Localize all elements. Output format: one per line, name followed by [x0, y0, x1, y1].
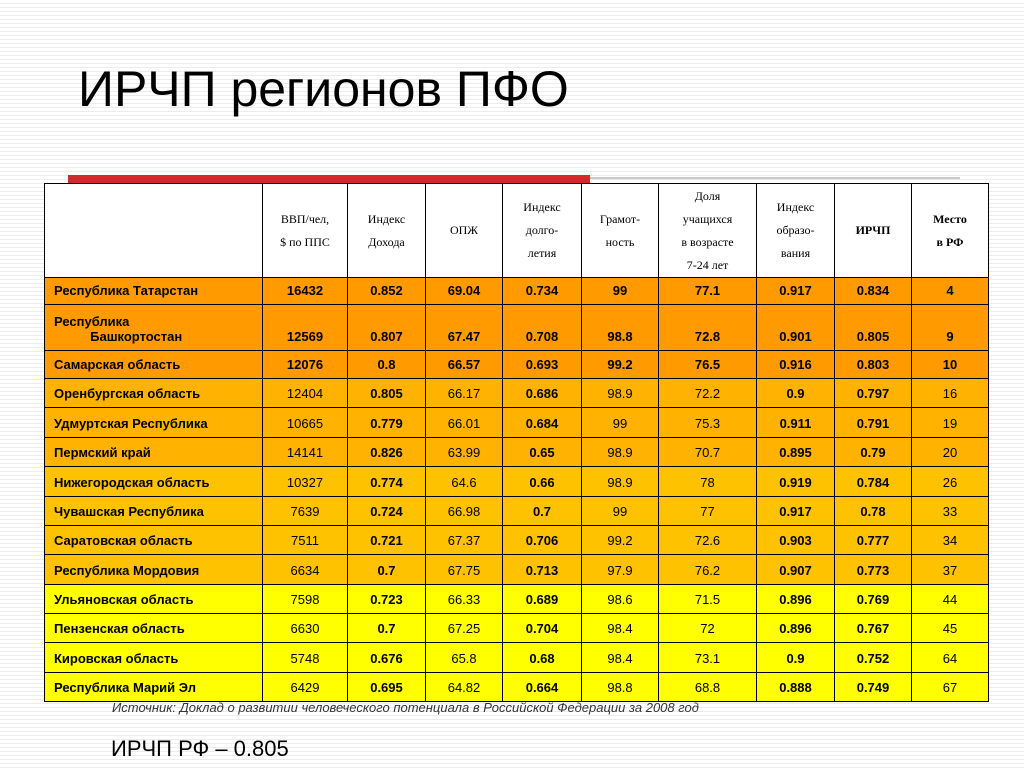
cell-education-index: 0.911: [757, 408, 835, 438]
cell-literacy: 99: [582, 497, 659, 526]
table-row: [45, 555, 989, 585]
cell-longevity-index: 0.664: [503, 673, 582, 702]
cell-hdi: 0.752: [835, 643, 912, 673]
header-income-index: [348, 184, 426, 278]
header-region: [45, 184, 263, 278]
header-line: в РФ: [936, 234, 964, 249]
cell-literacy: 99: [582, 278, 659, 305]
region-name: Пензенская область: [45, 614, 263, 643]
cell-education-index: 0.901: [757, 305, 835, 351]
cell-life-expectancy: 66.98: [426, 497, 503, 526]
cell-education-index: 0.895: [757, 438, 835, 467]
cell-gdp: 7639: [263, 497, 348, 526]
cell-education-index: 0.903: [757, 526, 835, 555]
cell-literacy: 98.8: [582, 305, 659, 351]
cell-literacy: 99: [582, 408, 659, 438]
title-underline-line: [590, 177, 960, 179]
header-line: долго-: [525, 223, 559, 237]
cell-longevity-index: 0.7: [503, 497, 582, 526]
cell-income-index: 0.8: [348, 351, 426, 379]
header-line: Место: [933, 211, 967, 226]
region-name: Удмуртская Республика: [45, 408, 263, 438]
table-row: [45, 643, 989, 673]
table-row: [45, 408, 989, 438]
cell-students-share: 77.1: [659, 278, 757, 305]
cell-education-index: 0.917: [757, 278, 835, 305]
cell-life-expectancy: 67.37: [426, 526, 503, 555]
cell-literacy: 98.9: [582, 467, 659, 497]
cell-income-index: 0.779: [348, 408, 426, 438]
cell-students-share: 77: [659, 497, 757, 526]
region-name: Республика Марий Эл: [45, 673, 263, 702]
cell-income-index: 0.826: [348, 438, 426, 467]
cell-literacy: 98.9: [582, 438, 659, 467]
cell-education-index: 0.916: [757, 351, 835, 379]
cell-hdi: 0.78: [835, 497, 912, 526]
cell-gdp: 14141: [263, 438, 348, 467]
table-row: [45, 614, 989, 643]
cell-longevity-index: 0.686: [503, 379, 582, 408]
cell-longevity-index: 0.684: [503, 408, 582, 438]
cell-education-index: 0.917: [757, 497, 835, 526]
cell-hdi: 0.79: [835, 438, 912, 467]
cell-education-index: 0.907: [757, 555, 835, 585]
header-rank: [912, 184, 989, 278]
header-line: образо-: [776, 223, 815, 237]
cell-literacy: 98.4: [582, 614, 659, 643]
cell-students-share: 76.5: [659, 351, 757, 379]
header-line: в возрасте: [681, 234, 734, 249]
cell-life-expectancy: 66.17: [426, 379, 503, 408]
header-line: Дохода: [368, 234, 405, 249]
cell-life-expectancy: 64.82: [426, 673, 503, 702]
cell-income-index: 0.721: [348, 526, 426, 555]
cell-education-index: 0.888: [757, 673, 835, 702]
cell-education-index: 0.9: [757, 643, 835, 673]
header-line: Грамот-: [599, 211, 641, 226]
cell-rank: 10: [912, 351, 989, 379]
cell-gdp: 6630: [263, 614, 348, 643]
table-row: [45, 305, 989, 351]
table-row: [45, 585, 989, 614]
cell-students-share: 72.6: [659, 526, 757, 555]
cell-students-share: 75.3: [659, 408, 757, 438]
region-name: Пермский край: [45, 438, 263, 467]
cell-hdi: 0.769: [835, 585, 912, 614]
cell-life-expectancy: 67.25: [426, 614, 503, 643]
cell-literacy: 97.9: [582, 555, 659, 585]
cell-literacy: 98.8: [582, 673, 659, 702]
cell-hdi: 0.797: [835, 379, 912, 408]
cell-education-index: 0.9: [757, 379, 835, 408]
cell-rank: 64: [912, 643, 989, 673]
header-line: ВВП/чел,: [280, 211, 330, 226]
cell-gdp: 6429: [263, 673, 348, 702]
header-education-index: [757, 184, 835, 278]
header-life-expectancy: [426, 184, 503, 278]
cell-longevity-index: 0.704: [503, 614, 582, 643]
region-name: Чувашская Республика: [45, 497, 263, 526]
cell-rank: 45: [912, 614, 989, 643]
header-students-share: [659, 184, 757, 278]
cell-life-expectancy: 63.99: [426, 438, 503, 467]
cell-education-index: 0.896: [757, 585, 835, 614]
cell-students-share: 76.2: [659, 555, 757, 585]
cell-longevity-index: 0.65: [503, 438, 582, 467]
region-name: Ульяновская область: [45, 585, 263, 614]
table-row: [45, 467, 989, 497]
cell-students-share: 72: [659, 614, 757, 643]
cell-students-share: 68.8: [659, 673, 757, 702]
cell-literacy: 98.9: [582, 379, 659, 408]
cell-literacy: 98.4: [582, 643, 659, 673]
cell-gdp: 5748: [263, 643, 348, 673]
cell-rank: 4: [912, 278, 989, 305]
cell-income-index: 0.7: [348, 614, 426, 643]
header-line: учащихся: [682, 211, 733, 226]
header-hdi: [835, 184, 912, 278]
cell-life-expectancy: 66.57: [426, 351, 503, 379]
cell-gdp: 6634: [263, 555, 348, 585]
cell-longevity-index: 0.689: [503, 585, 582, 614]
cell-education-index: 0.919: [757, 467, 835, 497]
header-line: Индекс: [367, 211, 406, 226]
cell-life-expectancy: 64.6: [426, 467, 503, 497]
cell-income-index: 0.676: [348, 643, 426, 673]
cell-longevity-index: 0.706: [503, 526, 582, 555]
source-note: Источник: Доклад о развитии человеческого потенциала в Российской Федерации за 2008 год: [112, 700, 699, 715]
cell-education-index: 0.896: [757, 614, 835, 643]
header-line: 7-24 лет: [686, 257, 729, 272]
header-gdp: [263, 184, 348, 278]
cell-hdi: 0.767: [835, 614, 912, 643]
cell-life-expectancy: 67.47: [426, 305, 503, 351]
cell-hdi: 0.803: [835, 351, 912, 379]
cell-students-share: 78: [659, 467, 757, 497]
cell-longevity-index: 0.734: [503, 278, 582, 305]
cell-life-expectancy: 66.33: [426, 585, 503, 614]
cell-income-index: 0.774: [348, 467, 426, 497]
cell-income-index: 0.7: [348, 555, 426, 585]
region-name: Республика Мордовия: [45, 555, 263, 585]
header-line: ИРЧП: [855, 223, 891, 237]
cell-hdi: 0.777: [835, 526, 912, 555]
cell-rank: 20: [912, 438, 989, 467]
cell-gdp: 12404: [263, 379, 348, 408]
page-title: ИРЧП регионов ПФО: [78, 61, 569, 117]
cell-income-index: 0.805: [348, 379, 426, 408]
cell-hdi: 0.749: [835, 673, 912, 702]
cell-income-index: 0.807: [348, 305, 426, 351]
header-line: вания: [780, 246, 811, 260]
cell-life-expectancy: 66.01: [426, 408, 503, 438]
cell-gdp: 12076: [263, 351, 348, 379]
cell-students-share: 71.5: [659, 585, 757, 614]
table-body: [45, 278, 989, 702]
cell-rank: 16: [912, 379, 989, 408]
cell-students-share: 73.1: [659, 643, 757, 673]
cell-rank: 33: [912, 497, 989, 526]
header-line: летия: [527, 246, 557, 260]
header-line: $ по ППС: [280, 234, 330, 249]
cell-rank: 34: [912, 526, 989, 555]
cell-rank: 19: [912, 408, 989, 438]
hdi-table: [44, 183, 989, 702]
cell-literacy: 99.2: [582, 351, 659, 379]
table-row: [45, 526, 989, 555]
header-line: Индекс: [776, 200, 815, 214]
cell-hdi: 0.805: [835, 305, 912, 351]
cell-gdp: 12569: [263, 305, 348, 351]
header-line: Индекс: [523, 200, 561, 214]
header-longevity-index: [503, 184, 582, 278]
region-name: Кировская область: [45, 643, 263, 673]
cell-life-expectancy: 67.75: [426, 555, 503, 585]
russia-hdi-note: ИРЧП РФ – 0.805: [111, 736, 289, 761]
cell-hdi: 0.834: [835, 278, 912, 305]
cell-longevity-index: 0.713: [503, 555, 582, 585]
cell-longevity-index: 0.66: [503, 467, 582, 497]
cell-gdp: 7598: [263, 585, 348, 614]
table-row: [45, 351, 989, 379]
region-name: Самарская область: [45, 351, 263, 379]
cell-gdp: 10327: [263, 467, 348, 497]
region-name: Оренбургская область: [45, 379, 263, 408]
header-line: ОПЖ: [449, 223, 479, 237]
cell-rank: 37: [912, 555, 989, 585]
cell-gdp: 7511: [263, 526, 348, 555]
cell-gdp: 16432: [263, 278, 348, 305]
header-literacy: [582, 184, 659, 278]
table-row: [45, 438, 989, 467]
cell-gdp: 10665: [263, 408, 348, 438]
region-name: Республика Татарстан: [45, 278, 263, 305]
table-row: [45, 379, 989, 408]
cell-income-index: 0.695: [348, 673, 426, 702]
cell-hdi: 0.791: [835, 408, 912, 438]
table-row: [45, 673, 989, 702]
cell-longevity-index: 0.708: [503, 305, 582, 351]
cell-students-share: 70.7: [659, 438, 757, 467]
cell-longevity-index: 0.693: [503, 351, 582, 379]
cell-life-expectancy: 65.8: [426, 643, 503, 673]
cell-longevity-index: 0.68: [503, 643, 582, 673]
cell-rank: 9: [912, 305, 989, 351]
cell-literacy: 98.6: [582, 585, 659, 614]
table-row: [45, 278, 989, 305]
cell-students-share: 72.8: [659, 305, 757, 351]
table-row: [45, 497, 989, 526]
cell-students-share: 72.2: [659, 379, 757, 408]
region-name: Республика Башкортостан: [45, 305, 263, 351]
header-line: ность: [605, 234, 635, 249]
region-name: Нижегородская область: [45, 467, 263, 497]
cell-life-expectancy: 69.04: [426, 278, 503, 305]
table-header-row: [45, 184, 989, 278]
cell-literacy: 99.2: [582, 526, 659, 555]
cell-hdi: 0.784: [835, 467, 912, 497]
cell-rank: 67: [912, 673, 989, 702]
cell-income-index: 0.852: [348, 278, 426, 305]
region-name: Саратовская область: [45, 526, 263, 555]
cell-income-index: 0.723: [348, 585, 426, 614]
cell-rank: 26: [912, 467, 989, 497]
cell-income-index: 0.724: [348, 497, 426, 526]
cell-hdi: 0.773: [835, 555, 912, 585]
header-line: Доля: [694, 188, 721, 203]
cell-rank: 44: [912, 585, 989, 614]
